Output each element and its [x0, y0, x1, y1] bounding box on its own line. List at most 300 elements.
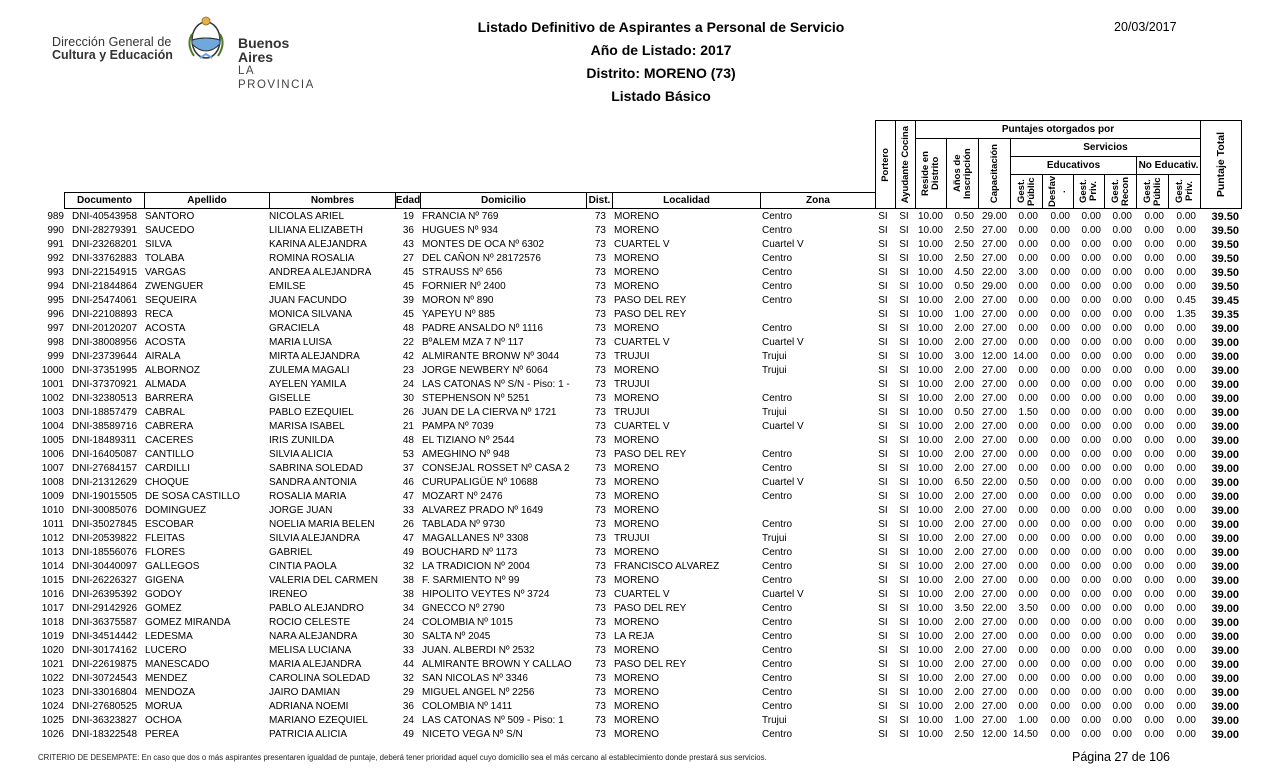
cell-doc: DNI-27684157 — [72, 463, 138, 474]
cell-num: 1009 — [41, 491, 64, 502]
cell-gest-public-2: 0.00 — [1144, 323, 1164, 334]
cell-dist: 73 — [594, 491, 606, 502]
cell-edad: 44 — [402, 659, 414, 670]
cell-desfav: 0.00 — [1050, 323, 1070, 334]
col-puntajes: Puntajes otorgados por — [915, 120, 1201, 139]
cell-loc: MORENO — [614, 673, 659, 684]
cell-edad: 45 — [402, 267, 414, 278]
cell-gest-recon: 0.00 — [1112, 547, 1132, 558]
cell-capacitacion: 27.00 — [981, 505, 1007, 516]
cell-desfav: 0.00 — [1050, 225, 1070, 236]
page-number: Página 27 de 106 — [1072, 750, 1171, 764]
cell-reside: 10.00 — [917, 477, 943, 488]
cell-loc: LA REJA — [614, 631, 655, 642]
cell-gest-priv-1: 0.00 — [1081, 687, 1101, 698]
col-nombres: Nombres — [269, 192, 396, 209]
cell-total: 39.00 — [1211, 379, 1239, 391]
cell-doc: DNI-21844864 — [72, 281, 138, 292]
col-gest-priv-1-label: Gest. Priv. — [1078, 179, 1099, 204]
cell-gest-priv-2: 0.00 — [1176, 659, 1196, 670]
table-row — [0, 714, 1280, 728]
cell-num: 1020 — [41, 645, 64, 656]
logo-line2: Cultura y Educación — [52, 48, 173, 62]
cell-total: 39.50 — [1211, 253, 1239, 265]
cell-desfav: 0.00 — [1050, 547, 1070, 558]
cell-port: SI — [878, 589, 888, 600]
cell-desfav: 0.00 — [1050, 393, 1070, 404]
cell-dom: HUGUES Nº 934 — [422, 225, 498, 236]
cell-zona: Centro — [762, 701, 793, 712]
cell-ayud: SI — [899, 253, 909, 264]
cell-gest-public-1: 3.00 — [1018, 267, 1038, 278]
cell-dist: 73 — [594, 589, 606, 600]
col-reside-label: Reside en Distrito — [920, 151, 941, 196]
cell-capacitacion: 27.00 — [981, 589, 1007, 600]
cell-reside: 10.00 — [917, 309, 943, 320]
logo-line1: Dirección General de — [52, 35, 172, 49]
cell-capacitacion: 27.00 — [981, 379, 1007, 390]
cell-gest-public-1: 14.00 — [1012, 351, 1038, 362]
cell-gest-recon: 0.00 — [1112, 687, 1132, 698]
cell-gest-recon: 0.00 — [1112, 449, 1132, 460]
cell-capacitacion: 27.00 — [981, 561, 1007, 572]
cell-zona: Centro — [762, 323, 793, 334]
cell-gest-public-1: 14.50 — [1012, 729, 1038, 740]
cell-gest-priv-1: 0.00 — [1081, 533, 1101, 544]
cell-gest-priv-2: 0.00 — [1176, 729, 1196, 740]
cell-dist: 73 — [594, 267, 606, 278]
cell-gest-public-2: 0.00 — [1144, 533, 1164, 544]
cell-gest-public-2: 0.00 — [1144, 267, 1164, 278]
table-row — [0, 420, 1280, 434]
cell-loc: MORENO — [614, 225, 659, 236]
cell-gest-public-1: 0.50 — [1018, 477, 1038, 488]
cell-desfav: 0.00 — [1050, 687, 1070, 698]
cell-port: SI — [878, 505, 888, 516]
cell-desfav: 0.00 — [1050, 379, 1070, 390]
cell-reside: 10.00 — [917, 491, 943, 502]
col-gest-recon-label: Gest. Recon — [1109, 176, 1131, 207]
cell-edad: 34 — [402, 603, 414, 614]
cell-dist: 73 — [594, 631, 606, 642]
cell-anios: 2.00 — [954, 365, 974, 376]
cell-gest-priv-1: 0.00 — [1081, 225, 1101, 236]
cell-gest-public-2: 0.00 — [1144, 631, 1164, 642]
cell-gest-recon: 0.00 — [1112, 463, 1132, 474]
table-row — [0, 476, 1280, 490]
cell-port: SI — [878, 603, 888, 614]
col-anios — [946, 138, 979, 209]
table-row — [0, 602, 1280, 616]
cell-dom: HIPOLITO VEYTES Nº 3724 — [422, 589, 550, 600]
cell-ayud: SI — [899, 533, 909, 544]
cell-nom: CINTIA PAOLA — [269, 561, 337, 572]
table-row — [0, 364, 1280, 378]
cell-loc: MORENO — [614, 547, 659, 558]
cell-dist: 73 — [594, 729, 606, 740]
cell-loc: MORENO — [614, 211, 659, 222]
table-row — [0, 630, 1280, 644]
cell-dom: COLOMBIA Nº 1015 — [422, 617, 513, 628]
cell-zona: Trujui — [762, 533, 787, 544]
cell-edad: 36 — [402, 225, 414, 236]
cell-nom: PATRICIA ALICIA — [269, 729, 347, 740]
cell-gest-priv-2: 0.00 — [1176, 337, 1196, 348]
cell-doc: DNI-38008956 — [72, 337, 138, 348]
cell-ayud: SI — [899, 407, 909, 418]
cell-doc: DNI-34514442 — [72, 631, 138, 642]
cell-gest-priv-2: 0.45 — [1176, 295, 1196, 306]
cell-edad: 37 — [402, 463, 414, 474]
cell-ayud: SI — [899, 267, 909, 278]
cell-reside: 10.00 — [917, 561, 943, 572]
cell-num: 990 — [47, 225, 64, 236]
cell-gest-public-1: 0.00 — [1018, 463, 1038, 474]
cell-num: 999 — [47, 351, 64, 362]
cell-dist: 73 — [594, 435, 606, 446]
table-row — [0, 490, 1280, 504]
cell-port: SI — [878, 281, 888, 292]
cell-gest-public-1: 0.00 — [1018, 645, 1038, 656]
cell-port: SI — [878, 519, 888, 530]
cell-gest-public-2: 0.00 — [1144, 547, 1164, 558]
cell-ape: ZWENGUER — [145, 281, 204, 292]
cell-gest-priv-2: 0.00 — [1176, 589, 1196, 600]
cell-dist: 73 — [594, 463, 606, 474]
cell-dom: GNECCO Nº 2790 — [422, 603, 505, 614]
cell-reside: 10.00 — [917, 337, 943, 348]
cell-ape: SILVA — [145, 239, 172, 250]
cell-doc: DNI-22619875 — [72, 659, 138, 670]
cell-loc: MORENO — [614, 575, 659, 586]
cell-num: 1017 — [41, 603, 64, 614]
cell-total: 39.00 — [1211, 603, 1239, 615]
cell-gest-recon: 0.00 — [1112, 281, 1132, 292]
cell-doc: DNI-23739644 — [72, 351, 138, 362]
cell-desfav: 0.00 — [1050, 519, 1070, 530]
cell-num: 993 — [47, 267, 64, 278]
col-gest-public-2-label: Gest. Públic — [1141, 177, 1163, 206]
cell-ayud: SI — [899, 435, 909, 446]
cell-zona: Centro — [762, 687, 793, 698]
table-row — [0, 672, 1280, 686]
table-body — [0, 210, 1280, 742]
cell-ayud: SI — [899, 281, 909, 292]
cell-edad: 45 — [402, 309, 414, 320]
cell-num: 1021 — [41, 659, 64, 670]
cell-gest-public-2: 0.00 — [1144, 491, 1164, 502]
col-localidad: Localidad — [612, 192, 761, 209]
cell-anios: 2.00 — [954, 393, 974, 404]
cell-ape: MENDEZ — [145, 673, 188, 684]
col-capacitacion-label: Capacitación — [988, 143, 1000, 204]
cell-loc: TRUJUI — [614, 407, 650, 418]
cell-gest-public-1: 0.00 — [1018, 519, 1038, 530]
cell-gest-public-2: 0.00 — [1144, 589, 1164, 600]
cell-port: SI — [878, 239, 888, 250]
table-row — [0, 350, 1280, 364]
cell-gest-priv-1: 0.00 — [1081, 505, 1101, 516]
cell-total: 39.00 — [1211, 449, 1239, 461]
cell-dom: MOZART Nº 2476 — [422, 491, 503, 502]
cell-gest-priv-2: 0.00 — [1176, 365, 1196, 376]
cell-gest-public-2: 0.00 — [1144, 365, 1164, 376]
cell-loc: CUARTEL V — [614, 589, 670, 600]
cell-num: 1025 — [41, 715, 64, 726]
cell-num: 1002 — [41, 393, 64, 404]
cell-gest-recon: 0.00 — [1112, 407, 1132, 418]
cell-gest-priv-1: 0.00 — [1081, 603, 1101, 614]
cell-edad: 27 — [402, 253, 414, 264]
cell-loc: MORENO — [614, 617, 659, 628]
cell-gest-recon: 0.00 — [1112, 561, 1132, 572]
cell-gest-public-1: 0.00 — [1018, 225, 1038, 236]
cell-doc: DNI-19015505 — [72, 491, 138, 502]
cell-dom: DEL CAÑON Nº 28172576 — [422, 253, 541, 264]
col-ayudante-label: Ayudante Cocina — [899, 125, 911, 204]
cell-anios: 2.00 — [954, 379, 974, 390]
cell-gest-priv-1: 0.00 — [1081, 463, 1101, 474]
cell-zona: Centro — [762, 491, 793, 502]
cell-num: 1011 — [42, 519, 64, 530]
cell-reside: 10.00 — [917, 211, 943, 222]
cell-desfav: 0.00 — [1050, 533, 1070, 544]
cell-gest-priv-1: 0.00 — [1081, 575, 1101, 586]
cell-anios: 2.00 — [954, 561, 974, 572]
cell-nom: ANDREA ALEJANDRA — [269, 267, 372, 278]
col-total — [1200, 120, 1242, 209]
cell-dom: FORNIER Nº 2400 — [422, 281, 506, 292]
cell-loc: MORENO — [614, 435, 659, 446]
cell-capacitacion: 27.00 — [981, 393, 1007, 404]
cell-port: SI — [878, 351, 888, 362]
cell-ayud: SI — [899, 589, 909, 600]
cell-desfav: 0.00 — [1050, 673, 1070, 684]
cell-total: 39.00 — [1211, 659, 1239, 671]
cell-num: 996 — [47, 309, 64, 320]
cell-gest-priv-1: 0.00 — [1081, 393, 1101, 404]
cell-loc: MORENO — [614, 701, 659, 712]
cell-desfav: 0.00 — [1050, 309, 1070, 320]
table-row — [0, 588, 1280, 602]
cell-loc: MORENO — [614, 505, 659, 516]
cell-dist: 73 — [594, 715, 606, 726]
col-gest-recon — [1104, 174, 1137, 209]
cell-ape: SEQUEIRA — [145, 295, 197, 306]
cell-nom: IRIS ZUNILDA — [269, 435, 335, 446]
cell-doc: DNI-25474061 — [72, 295, 138, 306]
cell-edad: 24 — [402, 617, 414, 628]
cell-gest-public-1: 0.00 — [1018, 379, 1038, 390]
cell-loc: MORENO — [614, 253, 659, 264]
cell-gest-recon: 0.00 — [1112, 267, 1132, 278]
cell-gest-priv-2: 0.00 — [1176, 351, 1196, 362]
cell-zona: Centro — [762, 673, 793, 684]
cell-anios: 2.00 — [954, 645, 974, 656]
cell-gest-priv-1: 0.00 — [1081, 617, 1101, 628]
cell-edad: 26 — [402, 519, 414, 530]
cell-zona: Centro — [762, 617, 793, 628]
cell-gest-recon: 0.00 — [1112, 533, 1132, 544]
cell-gest-priv-2: 0.00 — [1176, 617, 1196, 628]
cell-gest-priv-2: 1.35 — [1176, 309, 1196, 320]
cell-dist: 73 — [594, 337, 606, 348]
cell-ape: MANESCADO — [145, 659, 210, 670]
cell-gest-public-2: 0.00 — [1144, 309, 1164, 320]
cell-reside: 10.00 — [917, 323, 943, 334]
cell-gest-priv-2: 0.00 — [1176, 715, 1196, 726]
cell-edad: 38 — [402, 575, 414, 586]
cell-anios: 1.00 — [954, 309, 974, 320]
cell-nom: MARIA ALEJANDRA — [269, 659, 362, 670]
cell-capacitacion: 27.00 — [981, 547, 1007, 558]
cell-nom: ROSALIA MARIA — [269, 491, 347, 502]
report-year: Año de Listado: 2017 — [590, 42, 732, 58]
cell-desfav: 0.00 — [1050, 351, 1070, 362]
col-desfav — [1042, 174, 1074, 209]
cell-loc: MORENO — [614, 365, 659, 376]
cell-dist: 73 — [594, 687, 606, 698]
cell-total: 39.00 — [1211, 435, 1239, 447]
table-row — [0, 406, 1280, 420]
cell-port: SI — [878, 729, 888, 740]
col-no-educativ: No Educativ. — [1136, 156, 1201, 175]
cell-anios: 4.50 — [954, 267, 974, 278]
cell-zona: Centro — [762, 295, 793, 306]
col-anios-label: Años de Inscripción — [951, 148, 973, 199]
cell-nom: MELISA LUCIANA — [269, 645, 352, 656]
logo-brand — [238, 36, 315, 92]
cell-dist: 73 — [594, 239, 606, 250]
cell-num: 1023 — [41, 687, 64, 698]
cell-gest-recon: 0.00 — [1112, 253, 1132, 264]
cell-desfav: 0.00 — [1050, 211, 1070, 222]
cell-reside: 10.00 — [917, 673, 943, 684]
cell-gest-public-1: 0.00 — [1018, 309, 1038, 320]
cell-edad: 19 — [402, 211, 414, 222]
cell-gest-priv-2: 0.00 — [1176, 463, 1196, 474]
cell-gest-public-2: 0.00 — [1144, 337, 1164, 348]
cell-gest-recon: 0.00 — [1112, 645, 1132, 656]
cell-ayud: SI — [899, 365, 909, 376]
col-edad: Edad — [395, 192, 421, 209]
cell-gest-priv-2: 0.00 — [1176, 491, 1196, 502]
col-ayudante — [895, 120, 916, 209]
cell-gest-public-2: 0.00 — [1144, 435, 1164, 446]
cell-zona: Trujui — [762, 407, 787, 418]
cell-anios: 2.00 — [954, 491, 974, 502]
cell-desfav: 0.00 — [1050, 645, 1070, 656]
cell-gest-public-2: 0.00 — [1144, 421, 1164, 432]
cell-gest-public-2: 0.00 — [1144, 715, 1164, 726]
cell-edad: 30 — [402, 393, 414, 404]
cell-dist: 73 — [594, 295, 606, 306]
cell-nom: MONICA SILVANA — [269, 309, 352, 320]
cell-total: 39.00 — [1211, 337, 1239, 349]
col-desfav-label: Desfav . — [1047, 175, 1068, 208]
cell-loc: CUARTEL V — [614, 239, 670, 250]
table-row — [0, 616, 1280, 630]
cell-edad: 33 — [402, 645, 414, 656]
cell-gest-public-1: 0.00 — [1018, 673, 1038, 684]
cell-nom: GRACIELA — [269, 323, 320, 334]
cell-gest-public-1: 0.00 — [1018, 631, 1038, 642]
cell-desfav: 0.00 — [1050, 701, 1070, 712]
cell-reside: 10.00 — [917, 701, 943, 712]
cell-desfav: 0.00 — [1050, 253, 1070, 264]
cell-capacitacion: 27.00 — [981, 701, 1007, 712]
cell-gest-priv-1: 0.00 — [1081, 365, 1101, 376]
cell-dom: LAS CATONAS Nº 509 - Piso: 1 — [422, 715, 564, 726]
cell-edad: 29 — [402, 687, 414, 698]
col-dist: Dist. — [586, 192, 613, 209]
cell-gest-priv-1: 0.00 — [1081, 491, 1101, 502]
cell-doc: DNI-35027845 — [72, 519, 138, 530]
cell-dom: BOUCHARD Nº 1173 — [422, 547, 518, 558]
cell-gest-priv-1: 0.00 — [1081, 589, 1101, 600]
cell-capacitacion: 27.00 — [981, 645, 1007, 656]
cell-gest-priv-1: 0.00 — [1081, 421, 1101, 432]
cell-anios: 2.00 — [954, 659, 974, 670]
table-row — [0, 434, 1280, 448]
cell-doc: DNI-40543958 — [72, 211, 138, 222]
cell-gest-public-2: 0.00 — [1144, 225, 1164, 236]
cell-total: 39.00 — [1211, 323, 1239, 335]
col-domicilio: Domicilio — [420, 192, 587, 209]
cell-doc: DNI-27680525 — [72, 701, 138, 712]
cell-dom: LAS CATONAS Nº S/N - Piso: 1 - — [422, 379, 570, 390]
cell-loc: MORENO — [614, 687, 659, 698]
cell-nom: ROMINA ROSALIA — [269, 253, 355, 264]
cell-reside: 10.00 — [917, 463, 943, 474]
cell-gest-priv-1: 0.00 — [1081, 547, 1101, 558]
logo-text — [52, 36, 173, 62]
cell-loc: FRANCISCO ALVAREZ — [614, 561, 720, 572]
cell-dom: MORON Nº 890 — [422, 295, 494, 306]
cell-ayud: SI — [899, 547, 909, 558]
cell-reside: 10.00 — [917, 659, 943, 670]
cell-gest-public-2: 0.00 — [1144, 561, 1164, 572]
cell-gest-public-1: 3.50 — [1018, 603, 1038, 614]
cell-gest-public-1: 0.00 — [1018, 575, 1038, 586]
cell-anios: 2.00 — [954, 435, 974, 446]
cell-gest-priv-2: 0.00 — [1176, 631, 1196, 642]
col-servicios: Servicios — [1010, 138, 1201, 157]
cell-dist: 73 — [594, 323, 606, 334]
cell-edad: 43 — [402, 239, 414, 250]
cell-reside: 10.00 — [917, 449, 943, 460]
cell-ape: MENDOZA — [145, 687, 195, 698]
cell-port: SI — [878, 337, 888, 348]
cell-total: 39.00 — [1211, 505, 1239, 517]
cell-gest-public-1: 0.00 — [1018, 337, 1038, 348]
cell-num: 1022 — [41, 673, 64, 684]
cell-port: SI — [878, 323, 888, 334]
cell-zona: Centro — [762, 631, 793, 642]
cell-port: SI — [878, 631, 888, 642]
cell-dom: MIGUEL ANGEL Nº 2256 — [422, 687, 535, 698]
cell-gest-priv-1: 0.00 — [1081, 379, 1101, 390]
cell-gest-public-2: 0.00 — [1144, 463, 1164, 474]
cell-zona: Centro — [762, 211, 793, 222]
cell-gest-public-1: 0.00 — [1018, 435, 1038, 446]
cell-anios: 0.50 — [954, 211, 974, 222]
cell-reside: 10.00 — [917, 365, 943, 376]
cell-port: SI — [878, 393, 888, 404]
cell-anios: 2.50 — [954, 239, 974, 250]
cell-gest-public-1: 1.50 — [1018, 407, 1038, 418]
cell-total: 39.00 — [1211, 673, 1239, 685]
